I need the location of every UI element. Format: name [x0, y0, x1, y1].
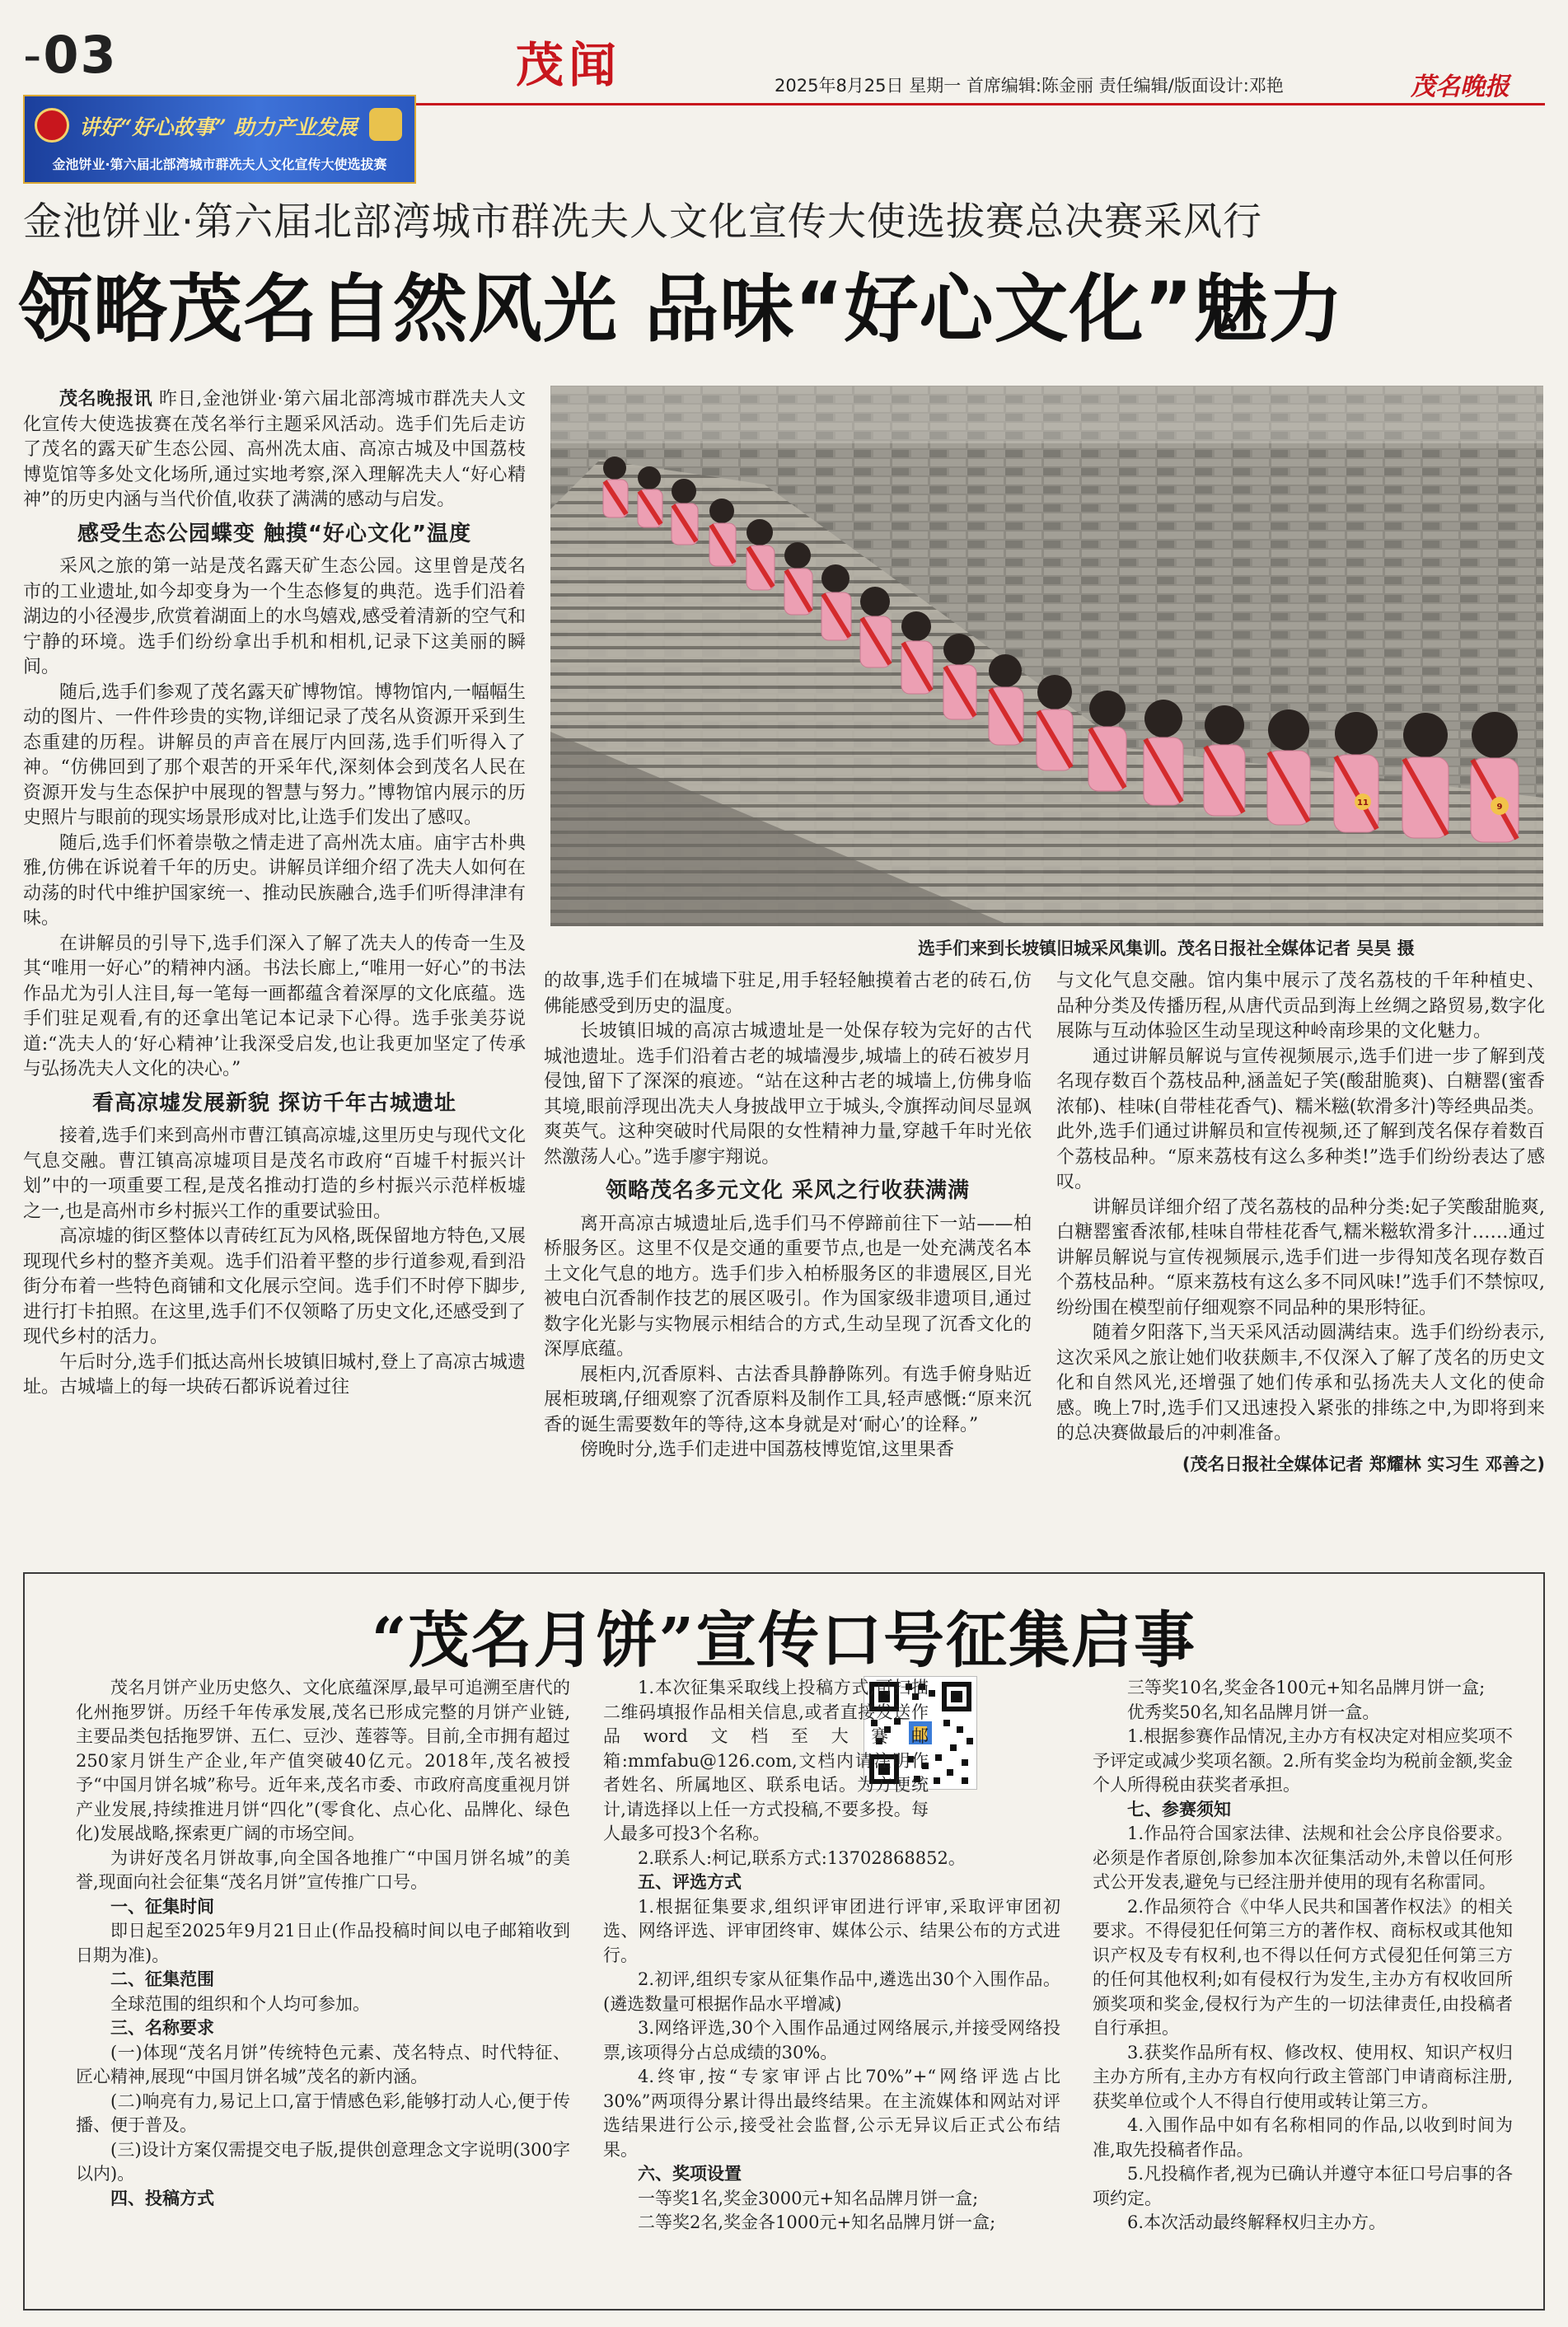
- masthead-info: 2025年8月25日 星期一 首席编辑:陈金丽 责任编辑/版面设计:邓艳: [775, 76, 1284, 96]
- paragraph: 通过讲解员解说与宣传视频展示,选手们进一步了解到茂名现存数百个荔枝品种,涵盖妃子笑(酸甜脆爽)、白糖罂(蜜香浓郁)、桂味(自带桂花香气)、糯米糍(软滑多汁)等经典品类。此外,选手们通过讲解员和宣传视频,还了解到茂名保存着数百个荔枝品种。“原来荔枝有这么多种类!”选手们纷纷表达了感叹。: [1056, 1046, 1545, 1192]
- notice-section-title: 二、征集范围: [110, 1969, 214, 1989]
- paragraph: 展柜内,沉香原料、古法香具静静陈列。有选手俯身贴近展柜玻璃,仔细观察了沉香原料及制作工具,轻声感慨:“原来沉香的诞生需要数年的等待,这本身就是对‘耐心’的诠释。”: [544, 1364, 1032, 1435]
- paper-logo: 茂名晚报: [1411, 73, 1509, 101]
- notice-section-title: 五、评选方式: [638, 1872, 742, 1892]
- sponsor-logo: [369, 108, 402, 141]
- notice-paragraph: 5.凡投稿作者,视为已确认并遵守本征口号启事的各项约定。: [1093, 2164, 1513, 2208]
- article-column-2: [544, 969, 1032, 1463]
- notice-paragraph: 为讲好茂名月饼故事,向全国各地推广“中国月饼名城”的美誉,现面向社会征集“茂名月饼”宣传推广口号。: [76, 1847, 570, 1892]
- page-number-text: 03: [43, 25, 118, 85]
- lead-label: 茂名晚报讯: [59, 389, 153, 410]
- notice-paragraph: 2.作品须符合《中华人民共和国著作权法》的相关要求。不得侵犯任何第三方的著作权、商标权或其他知识产权及专有权利,也不得以任何方式侵犯任何第三方的任何其他权利;如有侵权行为发生,主办方有权收回所颁奖项和奖金,侵权行为产生的一切法律责任,由投稿者自行承担。: [1093, 1896, 1513, 2038]
- notice-section-title: 三、名称要求: [110, 2018, 214, 2038]
- event-banner: [23, 95, 416, 184]
- notice-box: [23, 1572, 1545, 2311]
- notice-paragraph: 三等奖10名,奖金各100元+知名品牌月饼一盒;: [1127, 1678, 1486, 1697]
- article-column-3: [1056, 969, 1545, 1477]
- notice-paragraph: 3.网络评选,30个入围作品通过网络展示,并接受网络投票,该项得分占总成绩的30%。: [603, 2018, 1060, 2062]
- notice-section-title: 四、投稿方式: [110, 2188, 214, 2208]
- paragraph: 的故事,选手们在城墙下驻足,用手轻轻触摸着古老的砖石,仿佛能感受到历史的温度。: [544, 971, 1032, 1017]
- notice-paragraph: 6.本次活动最终解释权归主办方。: [1127, 2212, 1387, 2232]
- section2-heading: 看高凉墟发展新貌 探访千年古城遗址: [91, 1090, 457, 1116]
- notice-paragraph: 优秀奖50名,知名品牌月饼一盒。: [1127, 1702, 1380, 1722]
- section-title: 茂闻: [516, 37, 622, 93]
- notice-paragraph: 即日起至2025年9月21日止(作品投稿时间以电子邮箱收到日期为准)。: [76, 1921, 570, 1965]
- lead-paragraph: [23, 387, 526, 513]
- paragraph: 午后时分,选手们抵达高州长坡镇旧城村,登上了高凉古城遗址。古城墙上的每一块砖石都诉说着过往: [23, 1351, 526, 1398]
- paragraph: 傍晚时分,选手们走进中国荔枝博览馆,这里果香: [580, 1440, 954, 1460]
- sash-number: 11: [1357, 798, 1369, 808]
- paragraph: 接着,选手们来到高州市曹江镇高凉墟,这里历史与现代文化气息交融。曹江镇高凉墟项目是茂名市政府“百墟千村振兴计划”中的一项重要工程,是茂名推动打造的乡村振兴示范样板墟之一,也是高州市乡村振兴工作的重要试验田。: [23, 1126, 526, 1222]
- byline: (茂名日报社全媒体记者 郑耀林 实习生 邓善之): [1182, 1454, 1545, 1474]
- notice-paragraph: 茂名月饼产业历史悠久、文化底蕴深厚,最早可追溯至唐代的化州拖罗饼。历经千年传承发展,茂名已形成完整的月饼产业链,主要品类包括拖罗饼、五仁、豆沙、莲蓉等。目前,全市拥有超过250家月饼生产企业,年产值突破40亿元。2018年,茂名被授予“中国月饼名城”称号。近年来,茂名市委、市政府高度重视月饼产业发展,持续推进月饼“四化”(零食化、点心化、品牌化、绿色化)发展战略,探索更广阔的市场空间。: [76, 1678, 570, 1843]
- notice-paragraph: 1.作品符合国家法律、法规和社会公序良俗要求。必须是作者原创,除参加本次征集活动外,未曾以任何形式公开发表,避免与已经注册并使用的现有名称雷同。: [1093, 1824, 1513, 1892]
- notice-paragraph: 1.根据征集要求,组织评审团进行评审,采取评审团初选、网络评选、评审团终审、媒体公示、结果公布的方式进行。: [603, 1896, 1060, 1965]
- paragraph: 讲解员详细介绍了茂名荔枝的品种分类:妃子笑酸甜脆爽,白糖罂蜜香浓郁,桂味自带桂花香气,糯米糍软滑多汁……通过讲解员解说与宣传视频展示,选手们进一步得知茂名现存数百个荔枝品种。“原来荔枝有这么多不同风味!”选手们不禁惊叹,纷纷围在模型前仔细观察不同品种的果形特征。: [1056, 1196, 1545, 1318]
- paragraph: 随后,选手们怀着崇敬之情走进了高州冼太庙。庙宇古朴典雅,仿佛在诉说着千年的历史。讲解员详细介绍了冼夫人如何在动荡的时代中维护国家统一、推动民族融合,选手们听得津津有味。: [23, 832, 526, 929]
- paragraph: 高凉墟的街区整体以青砖红瓦为风格,既保留地方特色,又展现现代乡村的整齐美观。选手们沿着平整的步行道参观,看到沿街分布着一些特色商铺和文化展示空间。选手们不时停下脚步,进行打卡拍照。在这里,选手们不仅领略了历史文化,还感受到了现代乡村的活力。: [23, 1226, 526, 1347]
- banner-line1: 讲好“好心故事” 助力产业发展: [79, 115, 358, 139]
- section3-heading: 领略茂名多元文化 采风之行收获满满: [605, 1178, 971, 1203]
- section1-heading: 感受生态公园蝶变 触摸“好心文化”温度: [77, 521, 472, 546]
- photo-illustration: [550, 386, 1543, 926]
- notice-paragraph: 4.终审,按“专家审评占比70%”+“网络评选占比30%”两项得分累计得出最终结果。在主流媒体和网站对评选结果进行公示,接受社会监督,公示无异议后正式公布结果。: [603, 2067, 1060, 2160]
- banner-line2: 金池饼业·第六届北部湾城市群冼夫人文化宣传大使选拔赛: [52, 157, 387, 172]
- notice-paragraph: 二等奖2名,奖金各1000元+知名品牌月饼一盒;: [638, 2212, 996, 2232]
- notice-paragraph: 1.根据参赛作品情况,主办方有权决定对相应奖项不予评定或减少奖项名额。2.所有奖金均为税前金额,奖金个人所得税由获奖者承担。: [1093, 1726, 1513, 1795]
- notice-paragraph: 1.本次征集采取线上投稿方式,可扫描二维码填报作品相关信息,或者直接发送作品word文档至大赛邮箱:mmfabu@126.com,文档内请注明作者姓名、所属地区、联系电话。为方便统计,请选择以上任一方式投稿,不要多投。每人最多可投3个名称。: [603, 1678, 929, 1843]
- notice-title: “茂名月饼”宣传口号征集启事: [371, 1605, 1197, 1676]
- paragraph: 离开高凉古城遗址后,选手们马不停蹄前往下一站——柏桥服务区。这里不仅是交通的重要节点,也是一处充满茂名本土文化气息的地方。选手们步入柏桥服务区的非遗展区,目光被电白沉香制作技艺的展区吸引。作为国家级非遗项目,通过数字化光影与实物展示相结合的方式,生动呈现了沉香文化的深厚底蕴。: [544, 1213, 1032, 1360]
- notice-column-3: [1093, 1676, 1513, 2236]
- paragraph: 长坡镇旧城的高凉古城遗址是一处保存较为完好的古代城池遗址。选手们沿着古老的城墙漫步,城墙上的砖石被岁月侵蚀,留下了深深的痕迹。“站在这种古老的城墙上,仿佛身临其境,眼前浮现出冼夫人身披战甲立于城头,令旗挥动间尽显飒爽英气。这种突破时代局限的女性精神力量,穿越千年时光依然激荡人心。”选手廖宇翔说。: [544, 1021, 1032, 1168]
- notice-paragraph: (一)体现“茂名月饼”传统特色元素、茂名特点、时代特征、匠心精神,展现“中国月饼名城”茂名的新内涵。: [76, 2042, 570, 2086]
- photo-caption: 选手们来到长坡镇旧城采风集训。茂名日报社全媒体记者 吴昊 摄: [918, 939, 1415, 958]
- news-photo: [550, 386, 1543, 926]
- notice-paragraph: (三)设计方案仅需提交电子版,提供创意理念文字说明(300字以内)。: [76, 2139, 570, 2184]
- paragraph: 在讲解员的引导下,选手们深入了解了冼夫人的传奇一生及其“唯用一好心”的精神内涵。书法长廊上,“唯用一好心”的书法作品尤为引人注目,每一笔每一画都蕴含着深厚的文化底蕴。选手们驻足观看,有的还拿出笔记本记录下心得。选手张美芬说道:“冼夫人的‘好心精神’让我深受启发,也让我更加坚定了传承与弘扬冼夫人文化的决心。”: [23, 933, 526, 1079]
- article-subtitle: 金池饼业·第六届北部湾城市群冼夫人文化宣传大使选拔赛总决赛采风行: [23, 199, 1262, 245]
- notice-paragraph: 全球范围的组织和个人均可参加。: [110, 1993, 370, 2014]
- notice-paragraph: 2.联系人:柯记,联系方式:13702868852。: [638, 1847, 966, 1868]
- notice-column-2: [603, 1676, 1060, 2236]
- lead-text: 昨日,金池饼业·第六届北部湾城市群冼夫人文化宣传大使选拔赛在茂名举行主题采风活动。选手们先后走访了茂名的露天矿生态公园、高州冼太庙、高凉古城及中国荔枝博览馆等多处文化场所,通过实地考察,深入理解冼夫人“好心精神”的历史内涵与当代价值,收获了满满的感动与启发。: [23, 389, 526, 510]
- notice-paragraph: 4.入围作品中如有名称相同的作品,以收到时间为准,取先投稿者作品。: [1093, 2115, 1513, 2160]
- notice-paragraph: (二)响亮有力,易记上口,富于情感色彩,能够打动人心,便于传播、便于普及。: [76, 2091, 570, 2135]
- paragraph: 随着夕阳落下,当天采风活动圆满结束。选手们纷纷表示,这次采风之旅让她们收获颇丰,不仅深入了解了茂名的历史文化和自然风光,还增强了她们传承和弘扬冼夫人文化的使命感。晚上7时,选手们又迅速投入紧张的排练之中,为即将到来的总决赛做最后的冲刺准备。: [1056, 1323, 1545, 1444]
- notice-section-title: 七、参赛须知: [1127, 1799, 1231, 1819]
- event-emblem: [35, 108, 69, 143]
- notice-paragraph: 2.初评,组织专家从征集作品中,遴选出30个入围作品。(遴选数量可根据作品水平增减): [603, 1969, 1060, 2014]
- notice-section-title: 六、奖项设置: [638, 2164, 742, 2184]
- notice-section-title: 一、征集时间: [110, 1896, 214, 1917]
- sash-number: 9: [1496, 803, 1503, 812]
- article-title: 领略茂名自然风光 品味“好心文化”魅力: [18, 266, 1344, 353]
- notice-paragraph: 3.获奖作品所有权、修改权、使用权、知识产权归主办方所有,主办方有权向行政主管部门申请商标注册,获奖单位或个人不得自行使用或转让第三方。: [1093, 2042, 1513, 2111]
- notice-column-1: [76, 1676, 570, 2211]
- notice-paragraph: 一等奖1名,奖金3000元+知名品牌月饼一盒;: [638, 2188, 979, 2208]
- paragraph: 与文化气息交融。馆内集中展示了茂名荔枝的千年种植史、品种分类及传播历程,从唐代贡品到海上丝绸之路贸易,数字化展陈与互动体验区生动呈现这种岭南珍果的文化魅力。: [1056, 971, 1545, 1042]
- paragraph: 采风之旅的第一站是茂名露天矿生态公园。这里曾是茂名市的工业遗址,如今却变身为一个生态修复的典范。选手们沿着湖边的小径漫步,欣赏着湖面上的水鸟嬉戏,感受着清新的空气和宁静的环境。选手们纷纷拿出手机和相机,记录下这美丽的瞬间。: [23, 556, 526, 677]
- paragraph: 随后,选手们参观了茂名露天矿博物馆。博物馆内,一幅幅生动的图片、一件件珍贵的实物,详细记录了茂名从资源开采到生态重建的历程。讲解员的声音在展厅内回荡,选手们听得入了神。“仿佛回到了那个艰苦的开采年代,深刻体会到茂名人民在资源开发与生态保护中展现的智慧与努力。”博物馆内展示的历史照片与眼前的现实场景形成对比,让选手们发出了感叹。: [23, 681, 526, 828]
- article-column-1: [23, 387, 526, 1401]
- page-number: -03: [23, 25, 118, 85]
